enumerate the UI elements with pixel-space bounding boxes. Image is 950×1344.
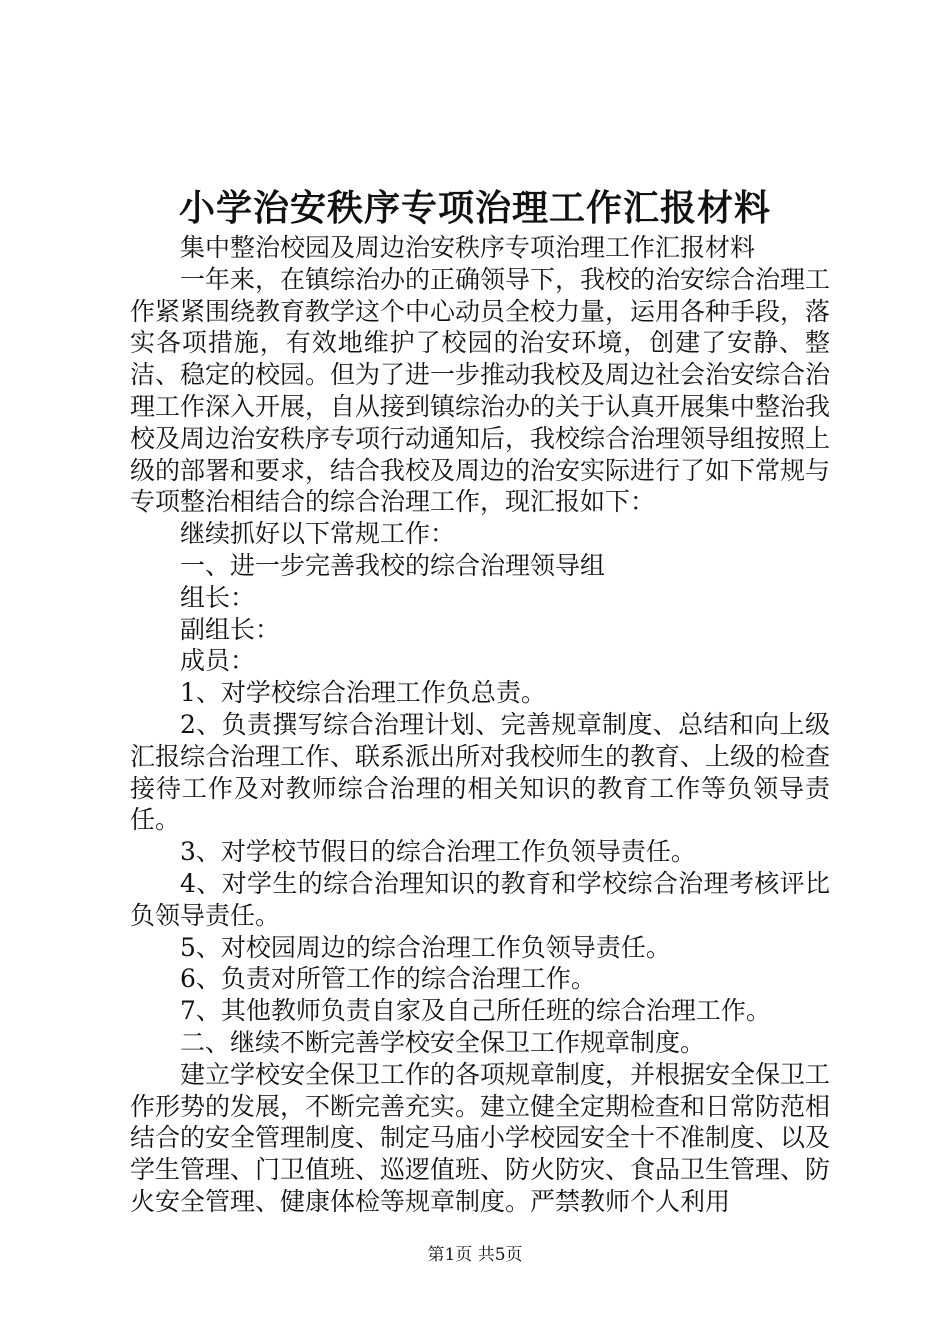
paragraph-item-6: 6、负责对所管工作的综合治理工作。 [180,964,596,994]
paragraph-members: 成员： [180,646,256,676]
paragraph-item-7: 7、其他教师负责自家及自己所任班的综合治理工作。 [180,996,771,1026]
paragraph-intro: 一年来，在镇综治办的正确领导下，我校的治安综合治理工作紧紧围绕教育教学这个中心动员全校力量，运用各种手段，落实各项措施，有效地维护了校园的治安环境，创建了安静、整洁、稳定的校园。但为了进一步推动我校及周边社会治安综合治理工作深入开展，自从接到镇综治办的关于认真开展集中整治我校及周边治安秩序专项行动通知后，我校综合治理领导组按照上级的部署和要求，结合我校及周边的治安实际进行了如下常规与专项整治相结合的综合治理工作，现汇报如下： [130,264,831,517]
paragraph-deputy-leader: 副组长： [180,614,281,644]
paragraph-section-two: 二、继续不断完善学校安全保卫工作规章制度。 [180,1027,706,1057]
paragraph-item-1: 1、对学校综合治理工作负总责。 [180,678,546,708]
document-title: 小学治安秩序专项治理工作汇报材料 [178,187,771,229]
page-number-footer: 第1页 共5页 [427,1245,523,1265]
paragraph-section-one: 一、进一步完善我校的综合治理领导组 [180,550,606,580]
paragraph-item-5: 5、对校园周边的综合治理工作负领导责任。 [180,932,671,962]
paragraph-heading: 集中整治校园及周边治安秩序专项治理工作汇报材料 [180,233,756,262]
paragraph-item-2: 2、负责撰写综合治理计划、完善规章制度、总结和向上级汇报综合治理工作、联系派出所对我校师生的教育、上级的检查接待工作及对教师综合治理的相关知识的教育工作等负领导责任。 [130,709,831,835]
paragraph-item-3: 3、对学校节假日的综合治理工作负领导责任。 [180,837,696,867]
paragraph-item-4: 4、对学生的综合治理知识的教育和学校综合治理考核评比负领导责任。 [130,868,830,930]
paragraph-leader: 组长： [180,582,256,612]
document-body [130,232,830,1218]
paragraph-routine: 继续抓好以下常规工作： [180,519,456,549]
paragraph-regulations: 建立学校安全保卫工作的各项规章制度，并根据安全保卫工作形势的发展，不断完善充实。建立健全定期检查和日常防范相结合的安全管理制度、制定马庙小学校园安全十不准制度、以及学生管理、门卫值班、巡逻值班、防火防灾、食品卫生管理、防火安全管理、健康体检等规章制度。严禁教师个人利用 [130,1059,831,1216]
